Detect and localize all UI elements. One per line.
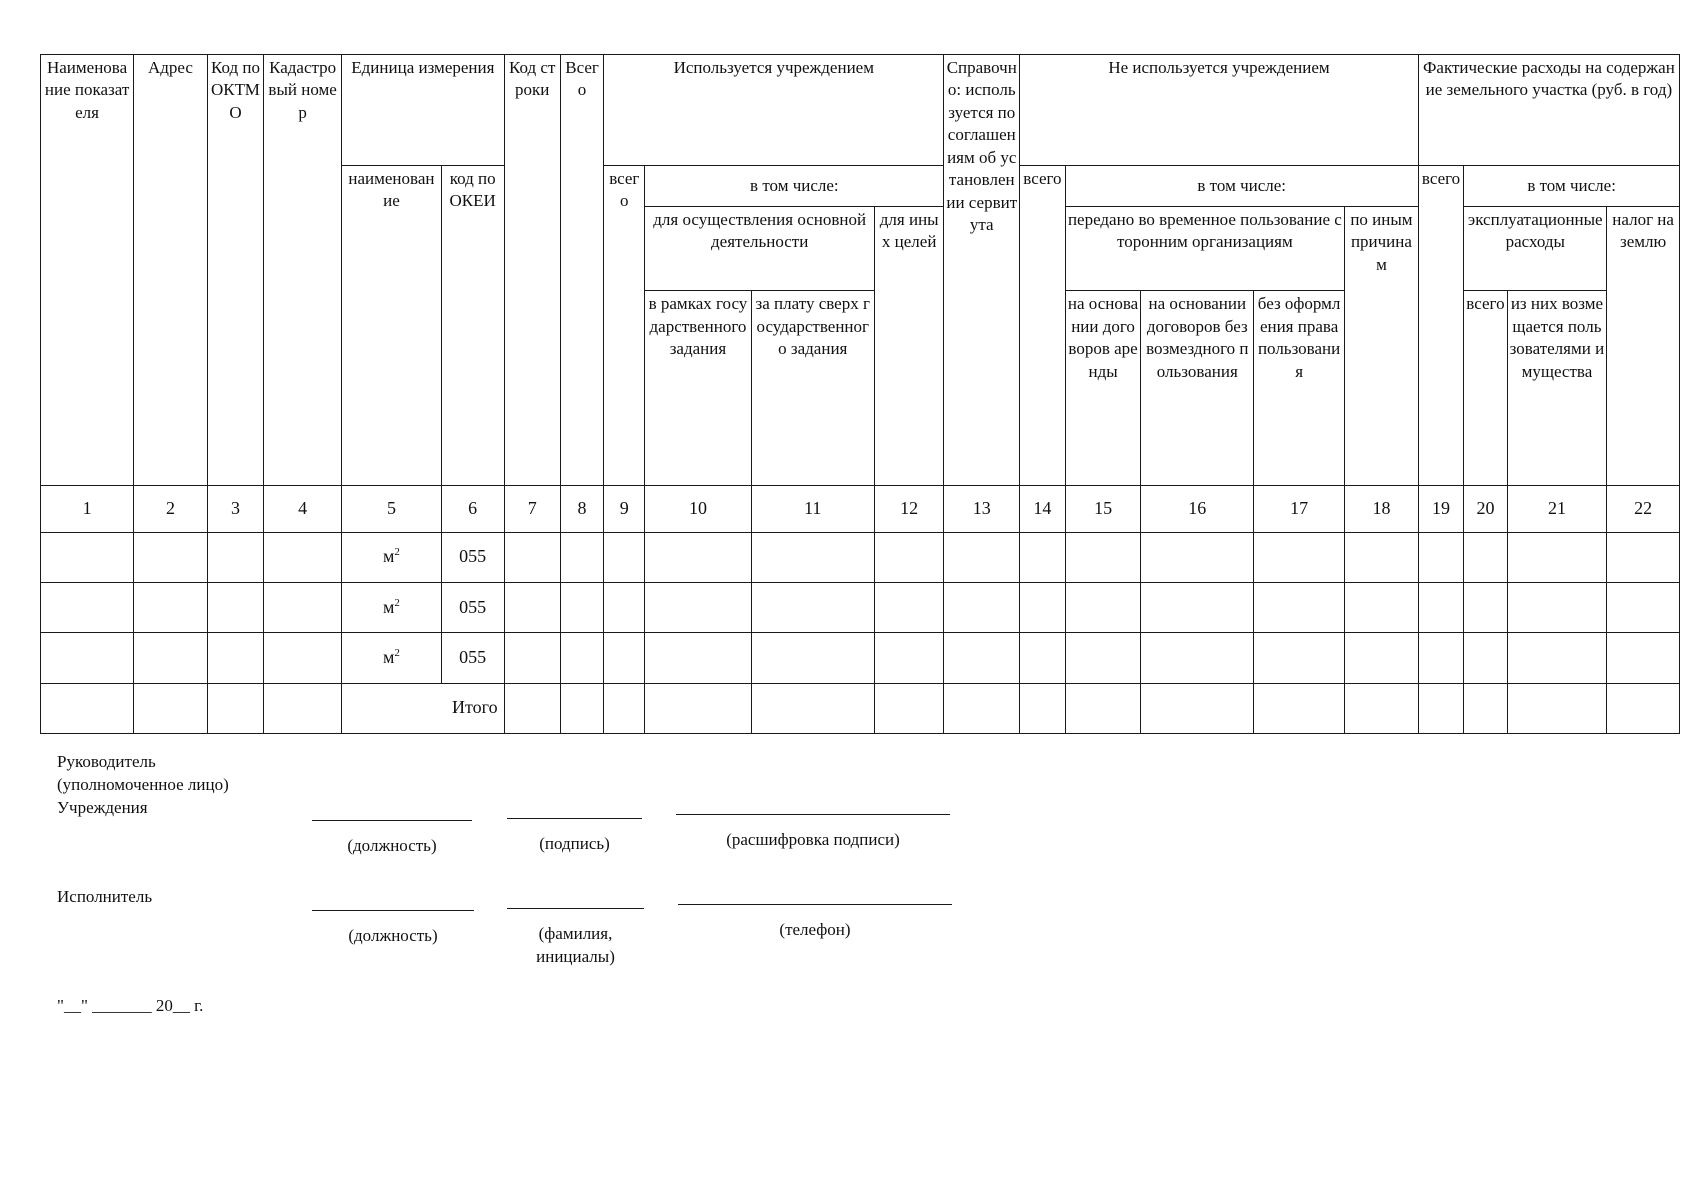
executor-phone-caption: (телефон)	[779, 920, 851, 939]
cell-value[interactable]	[645, 582, 751, 632]
header-name: Наименование показателя	[41, 55, 134, 486]
header-not-used: Не используется учреждением	[1020, 55, 1419, 166]
column-number: 7	[504, 486, 560, 532]
header-oktmo: Код по ОКТМО	[207, 55, 263, 486]
cell-value[interactable]	[1507, 532, 1607, 582]
date-field[interactable]: "__" _______ 20__ г.	[57, 996, 204, 1015]
cell-value[interactable]	[604, 633, 645, 683]
position-caption: (должность)	[347, 836, 437, 855]
column-number: 21	[1507, 486, 1607, 532]
header-used-incl: в том числе:	[645, 165, 944, 206]
cell-value[interactable]	[1020, 683, 1065, 733]
cell-value[interactable]	[1254, 633, 1345, 683]
cell-value[interactable]	[1418, 683, 1463, 733]
table-row	[41, 582, 1680, 632]
cell-okei: 055	[441, 582, 504, 632]
cell-value[interactable]	[944, 532, 1020, 582]
signature-decode-caption: (расшифровка подписи)	[726, 830, 900, 849]
total-row	[41, 683, 1680, 733]
head-label-line-2: (уполномоченное лицо)	[57, 775, 229, 795]
header-address: Адрес	[134, 55, 208, 486]
cell-value[interactable]	[1418, 633, 1463, 683]
header-other-reasons: по иным причинам	[1345, 207, 1419, 486]
header-paid-above-task: за плату сверх государственного задания	[751, 291, 874, 486]
column-number: 15	[1065, 486, 1141, 532]
cell-cadastral[interactable]	[264, 582, 342, 632]
cell-value[interactable]	[1464, 532, 1507, 582]
cell-value[interactable]	[944, 633, 1020, 683]
cell-value[interactable]	[875, 532, 944, 582]
cell-name[interactable]	[41, 582, 134, 632]
header-no-rights: без оформления права пользования	[1254, 291, 1345, 486]
column-number: 4	[264, 486, 342, 532]
cell-value[interactable]	[1065, 683, 1141, 733]
cell-value[interactable]	[944, 582, 1020, 632]
cell-unit: $м^2$	[342, 532, 442, 582]
header-unit-okei: код по ОКЕИ	[441, 165, 504, 485]
cell-name	[41, 683, 134, 733]
column-number: 22	[1607, 486, 1680, 532]
cell-value[interactable]	[1607, 633, 1680, 683]
header-exp-all: всего	[1418, 165, 1463, 485]
cell-okei: 055	[441, 532, 504, 582]
header-not-used-all: всего	[1020, 165, 1065, 485]
column-number: 2	[134, 486, 208, 532]
cell-value[interactable]	[1464, 633, 1507, 683]
column-number: 14	[1020, 486, 1065, 532]
cell-value[interactable]	[1345, 683, 1419, 733]
cell-value[interactable]	[504, 683, 560, 733]
cell-value[interactable]	[560, 532, 603, 582]
column-numbers-row	[41, 486, 1680, 532]
header-not-used-incl: в том числе:	[1065, 165, 1418, 206]
column-number: 8	[560, 486, 603, 532]
cell-value[interactable]	[1065, 582, 1141, 632]
cell-oktmo	[207, 683, 263, 733]
cell-cadastral[interactable]	[264, 532, 342, 582]
cell-address[interactable]	[134, 582, 208, 632]
cell-value[interactable]	[1507, 683, 1607, 733]
cell-value[interactable]	[604, 683, 645, 733]
cell-value[interactable]	[1464, 683, 1507, 733]
header-row-code: Код строки	[504, 55, 560, 486]
cell-value[interactable]	[504, 582, 560, 632]
header-used: Используется учреждением	[604, 55, 944, 166]
cell-value[interactable]	[1254, 683, 1345, 733]
cell-value[interactable]	[604, 532, 645, 582]
cell-oktmo[interactable]	[207, 532, 263, 582]
cell-value[interactable]	[645, 633, 751, 683]
header-cadastral: Кадастровый номер	[264, 55, 342, 486]
column-number: 18	[1345, 486, 1419, 532]
cell-unit: $м^2$	[342, 633, 442, 683]
cell-value[interactable]	[1607, 683, 1680, 733]
cell-value[interactable]	[1507, 582, 1607, 632]
table-row	[41, 633, 1680, 683]
column-number: 13	[944, 486, 1020, 532]
cell-value[interactable]	[1141, 582, 1254, 632]
cell-value[interactable]	[560, 633, 603, 683]
header-land-tax: налог на землю	[1607, 207, 1680, 486]
cell-value[interactable]	[1020, 633, 1065, 683]
cell-cadastral[interactable]	[264, 633, 342, 683]
cell-value[interactable]	[645, 683, 751, 733]
cell-value[interactable]	[604, 582, 645, 632]
head-label-line-3: Учреждения	[57, 798, 148, 818]
head-label	[57, 750, 229, 819]
cell-address	[134, 683, 208, 733]
header-unit: Единица измерения	[342, 55, 504, 166]
column-number: 12	[875, 486, 944, 532]
executor-position-caption: (должность)	[348, 926, 438, 945]
cell-value[interactable]	[1607, 582, 1680, 632]
header-operating: эксплуатационные расходы	[1464, 207, 1607, 291]
cell-okei: 055	[441, 633, 504, 683]
header-total: Всего	[560, 55, 603, 486]
cell-address[interactable]	[134, 532, 208, 582]
cell-value[interactable]	[1418, 532, 1463, 582]
header-main-activity: для осуществления основной деятельности	[645, 207, 875, 291]
cell-value[interactable]	[1065, 532, 1141, 582]
cell-value[interactable]	[751, 532, 874, 582]
total-label: Итого	[342, 683, 504, 733]
header-free-use: на основании договоров безвозмездного пользования	[1141, 291, 1254, 486]
cell-value[interactable]	[560, 683, 603, 733]
cell-name[interactable]	[41, 532, 134, 582]
signature-caption: (подпись)	[539, 834, 610, 853]
header-exp-incl: в том числе:	[1464, 165, 1680, 206]
cell-value[interactable]	[1141, 633, 1254, 683]
header-other-purposes: для иных целей	[875, 207, 944, 486]
head-label-line-1: Руководитель	[57, 752, 156, 771]
column-number: 9	[604, 486, 645, 532]
cell-value[interactable]	[1254, 582, 1345, 632]
cell-name[interactable]	[41, 633, 134, 683]
position-line[interactable]	[312, 820, 472, 821]
header-unit-name: наименование	[342, 165, 442, 485]
executor-phone-line[interactable]	[678, 904, 952, 905]
cell-value[interactable]	[875, 633, 944, 683]
cell-address[interactable]	[134, 633, 208, 683]
column-number: 20	[1464, 486, 1507, 532]
column-number: 6	[441, 486, 504, 532]
executor-name-line[interactable]	[507, 908, 644, 909]
column-number: 3	[207, 486, 263, 532]
cell-value[interactable]	[875, 683, 944, 733]
header-reimbursed: из них возмещается пользователями имущества	[1507, 291, 1607, 486]
signature-line[interactable]	[507, 818, 642, 819]
cell-value[interactable]	[1345, 633, 1419, 683]
column-number: 17	[1254, 486, 1345, 532]
column-number: 10	[645, 486, 751, 532]
header-servitude: Справочно: используется по соглашениям об установлении сервитута	[944, 55, 1020, 486]
signature-decode-line[interactable]	[676, 814, 950, 815]
executor-position-line[interactable]	[312, 910, 474, 911]
column-number: 11	[751, 486, 874, 532]
cell-value[interactable]	[944, 683, 1020, 733]
cell-value[interactable]	[1020, 532, 1065, 582]
header-transferred: передано во временное пользование сторонним организациям	[1065, 207, 1344, 291]
cell-value[interactable]	[751, 582, 874, 632]
cell-value[interactable]	[1418, 582, 1463, 632]
cell-value[interactable]	[1254, 532, 1345, 582]
header-expenses: Фактические расходы на содержание земельного участка (руб. в год)	[1418, 55, 1679, 166]
cell-value[interactable]	[504, 633, 560, 683]
cell-value[interactable]	[1065, 633, 1141, 683]
column-number: 16	[1141, 486, 1254, 532]
cell-value[interactable]	[1345, 532, 1419, 582]
cell-value[interactable]	[1141, 683, 1254, 733]
cell-value[interactable]	[1464, 582, 1507, 632]
cell-value[interactable]	[1141, 532, 1254, 582]
cell-value[interactable]	[504, 532, 560, 582]
executor-label: Исполнитель	[57, 887, 153, 906]
cell-value[interactable]	[875, 582, 944, 632]
column-number: 19	[1418, 486, 1463, 532]
cell-value[interactable]	[1507, 633, 1607, 683]
header-lease: на основании договоров аренды	[1065, 291, 1141, 486]
cell-cadastral	[264, 683, 342, 733]
column-number: 1	[41, 486, 134, 532]
cell-oktmo[interactable]	[207, 582, 263, 632]
land-plot-report-table	[40, 54, 1680, 734]
cell-value[interactable]	[1345, 582, 1419, 632]
cell-value[interactable]	[751, 683, 874, 733]
executor-name-caption: (фамилия, инициалы)	[536, 924, 615, 967]
header-within-state-task: в рамках государственного задания	[645, 291, 751, 486]
column-number: 5	[342, 486, 442, 532]
cell-value[interactable]	[751, 633, 874, 683]
table-row	[41, 532, 1680, 582]
header-used-all: всего	[604, 165, 645, 485]
cell-value[interactable]	[560, 582, 603, 632]
cell-oktmo[interactable]	[207, 633, 263, 683]
cell-value[interactable]	[1607, 532, 1680, 582]
header-op-all: всего	[1464, 291, 1507, 486]
cell-value[interactable]	[645, 532, 751, 582]
cell-value[interactable]	[1020, 582, 1065, 632]
cell-unit: $м^2$	[342, 582, 442, 632]
